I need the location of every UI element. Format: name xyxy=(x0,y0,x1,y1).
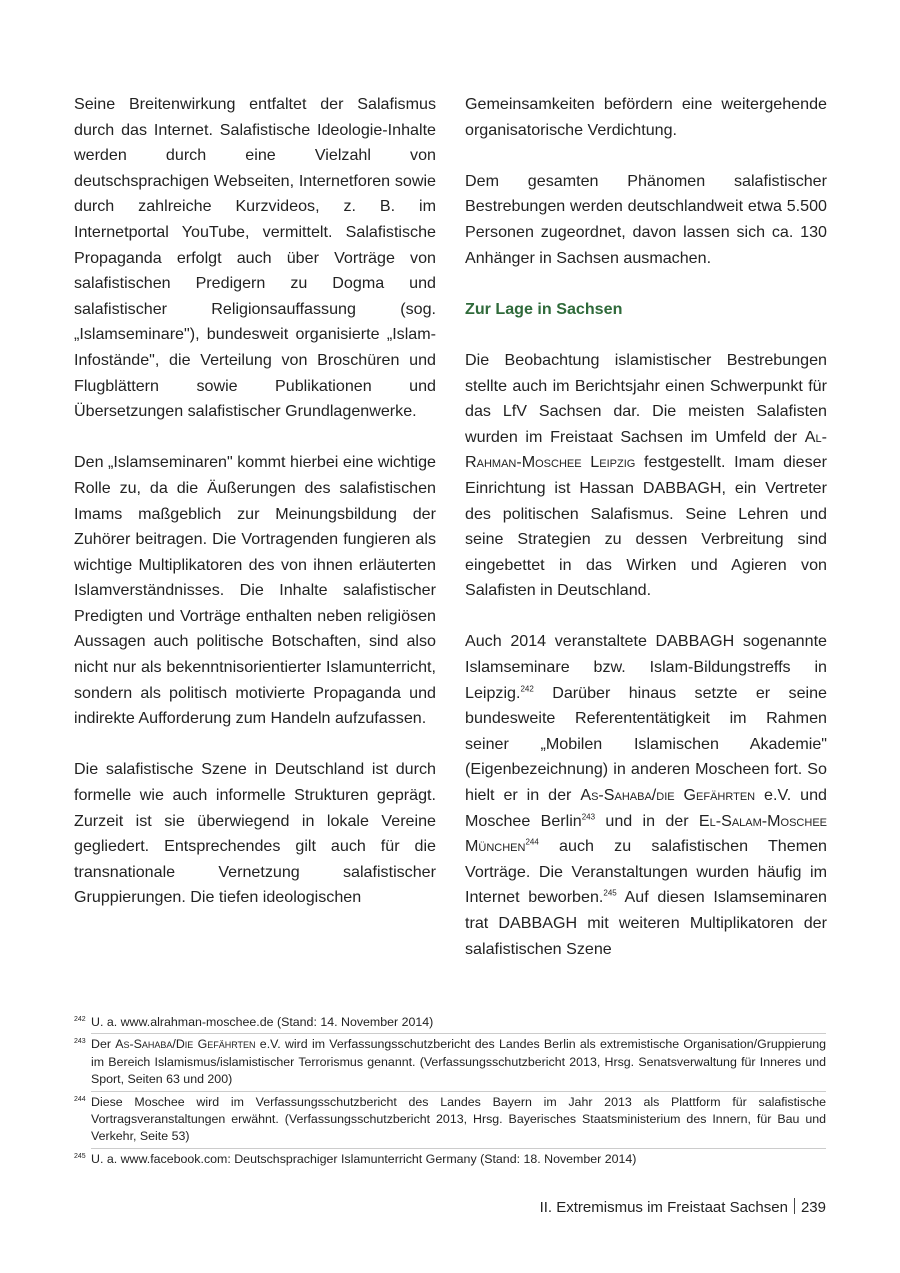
paragraph-organisational-density: Gemeinsamkeiten befördern eine weitergehende organisatorische Verdichtung. xyxy=(465,95,827,139)
footnote-242 xyxy=(74,1014,826,1031)
paragraph-dabbagh-2014 xyxy=(465,629,827,962)
footnotes xyxy=(74,1014,826,1170)
footnote-text: Diese Moschee wird im Verfassungsschutzbericht des Landes Bayern im Jahr 2013 als Plattform für salafistische Vortragsveranstaltungen erwähnt. (Verfassungsschutzbericht 2013, Hrsg. Bayerisches Staatsministerium des Innern, für Bau und Verkehr, Seite 53) xyxy=(91,1094,826,1144)
mosque-name-munich: El-Salam-Moschee München xyxy=(465,811,827,856)
footnote-divider xyxy=(91,1033,826,1034)
footnote-number: 243 xyxy=(74,1038,86,1046)
footnote-ref-244[interactable]: 244 xyxy=(525,837,539,847)
paragraph-islamseminare: Den „Islamseminaren" kommt hierbei eine wichtige Rolle zu, da die Äußerungen des salafistischen Imams maßgeblich zur Meinungsbildung der Zuhörer beitragen. Die Vortragenden fungieren als wichtige Multiplikatoren des von ihnen erläuterten Islamverständnisses. Die Inhalte salafistischer Predigten und Vorträge enthalten neben religiösen Aussagen auch politische Botschaften, sind also nicht nur als bekenntnisorientierter Islamunterricht, sondern als politisch motivierte Propaganda und indirekte Aufforderung zum Handeln aufzufassen. xyxy=(74,453,436,728)
text-segment: Auf diesen Islamseminaren trat DABBAGH mit weiteren Multiplikatoren der salafistischen Szene xyxy=(465,888,827,958)
left-column xyxy=(74,92,436,937)
right-column xyxy=(465,92,827,988)
paragraph-salafism-internet: Seine Breitenwirkung entfaltet der Salafismus durch das Internet. Salafistische Ideologie-Inhalte werden durch eine Vielzahl von deutschsprachigen Webseiten, Internetforen sowie durch zahlreiche Kurzvideos, z. B. im Internetportal YouTube, vermittelt. Salafistische Propaganda erfolgt auch über Vorträge von salafistischen Predigern zu Dogma und salafistischer Religionsauffassung (sog. „Islamseminare"), bundesweit organisierte „Islam-Infostände", die Verteilung von Broschüren und Flugblättern sowie Publikationen und Übersetzungen salafistischer Grundlagenwerke. xyxy=(74,95,436,421)
text-segment: e.V. und Moschee Berlin xyxy=(465,786,827,830)
footnote-text: U. a. www.alrahman-moschee.de (Stand: 14. November 2014) xyxy=(91,1015,434,1029)
section-heading: Zur Lage in Sachsen xyxy=(465,299,623,318)
text-segment: festgestellt. Imam dieser Einrichtung ist Hassan DABBAGH, ein Vertreter des politischen Salafismus. Seine Lehren und seine Strategien zu dessen Verbreitung sind eingebettet in das Wirken und Agieren von Salafisten in Deutschland. xyxy=(465,453,827,600)
paragraph-saxony-observation xyxy=(465,348,827,604)
mosque-name-leipzig: Al-Rahman-Moschee Leipzig xyxy=(465,427,827,472)
footnote-243 xyxy=(74,1036,826,1088)
footnote-ref-242[interactable]: 242 xyxy=(520,684,534,694)
text-segment: Auch 2014 veranstaltete DABBAGH sogenannte Islamseminare bzw. Islam-Bildungstreffs in Leipzig. xyxy=(465,632,827,702)
footnote-245 xyxy=(74,1151,826,1168)
paragraph-persons-count: Dem gesamten Phänomen salafistischer Bestrebungen werden deutschlandweit etwa 5.500 Personen zugeordnet, davon lassen sich ca. 130 Anhänger in Sachsen ausmachen. xyxy=(465,171,827,267)
footnote-text: e.V. wird im Verfassungsschutzbericht des Landes Berlin als extremistische Organisation/Gruppierung im Bereich Islamismus/islamistischer Terrorismus genannt. (Verfassungsschutzbericht 2013, Hrsg. Senatsverwaltung für Inneres und Sport, Seiten 63 und 200) xyxy=(91,1037,826,1087)
footnote-ref-245[interactable]: 245 xyxy=(603,889,617,899)
footer-section-title: II. Extremismus im Freistaat Sachsen xyxy=(539,1199,788,1216)
footnote-number: 245 xyxy=(74,1152,86,1160)
footnote-ref-243[interactable]: 243 xyxy=(581,812,596,822)
footnote-organisation-name: As-Sahaba/Die Gefährten xyxy=(115,1037,256,1052)
footnote-divider xyxy=(91,1148,826,1149)
footnote-number: 242 xyxy=(74,1016,86,1023)
footnote-divider xyxy=(91,1091,826,1092)
text-segment: auch zu salafistischen Themen Vorträge. Die Veranstaltungen wurden häufig im Internet beworben. xyxy=(465,837,827,907)
footnote-text: Der xyxy=(91,1037,116,1052)
page-number: 239 xyxy=(800,1199,826,1216)
paragraph-salafist-scene: Die salafistische Szene in Deutschland ist durch formelle wie auch informelle Strukturen geprägt. Zurzeit ist sie überwiegend in lokale Vereine gegliedert. Entsprechendes gilt auch für die transnationale Vernetzung salafistischer Gruppierungen. Die tiefen ideologischen xyxy=(74,760,436,907)
text-segment: und in der xyxy=(595,811,699,830)
text-segment: Darüber hinaus setzte er seine bundesweite Referententätigkeit im Rahmen seiner „Mobilen Islamischen Akademie" (Eigenbezeichnung) in anderen Moscheen fort. So hielt er in der xyxy=(465,683,827,805)
footnote-text: U. a. www.facebook.com: Deutschsprachiger Islamunterricht Germany (Stand: 18. November 2014) xyxy=(91,1151,637,1166)
page-footer xyxy=(540,1198,826,1218)
footnote-244 xyxy=(74,1094,826,1146)
footer-divider xyxy=(794,1198,795,1214)
footnote-number: 244 xyxy=(74,1095,86,1103)
organisation-name-berlin: As-Sahaba/die Gefährten xyxy=(580,786,756,805)
text-segment: Die Beobachtung islamistischer Bestrebungen stellte auch im Berichtsjahr einen Schwerpunkt für das LfV Sachsen dar. Die meisten Salafisten wurden im Freistaat Sachsen im Umfeld der xyxy=(465,350,827,446)
